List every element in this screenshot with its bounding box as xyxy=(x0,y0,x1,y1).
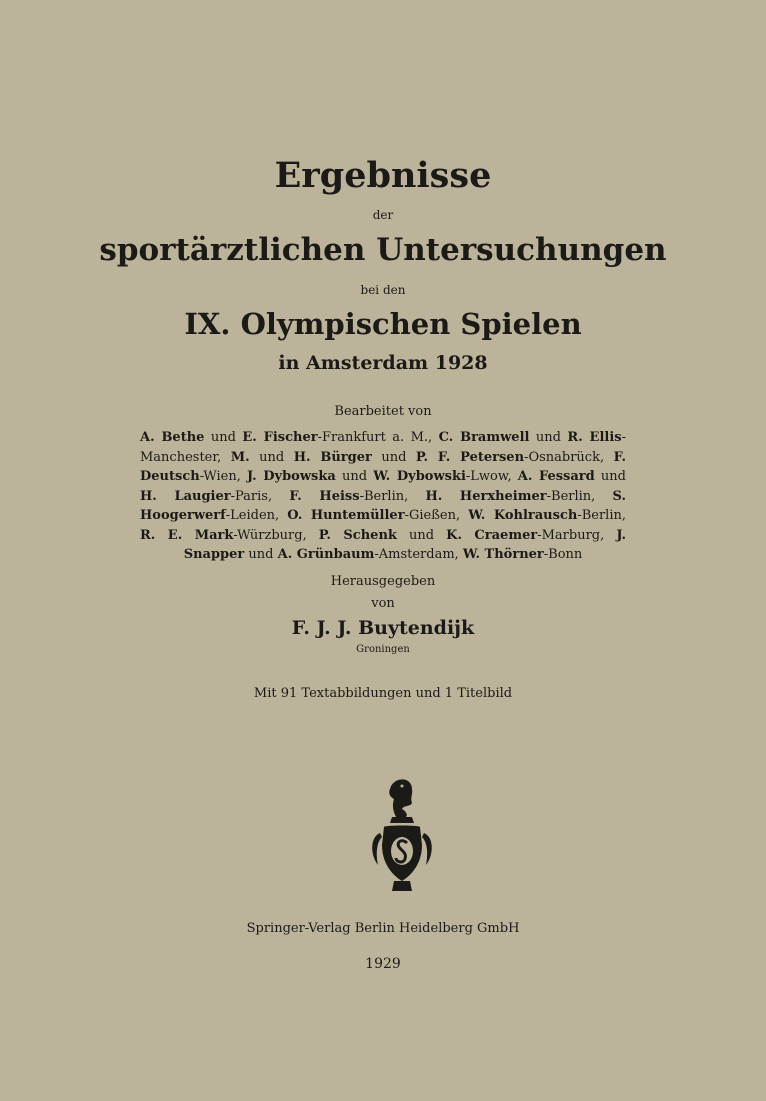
author-affiliation: -Leiden, xyxy=(225,508,288,523)
edited-by-label: Bearbeitet von xyxy=(334,404,432,419)
author-name: S. Hoogerwerf xyxy=(140,488,626,523)
author-name: W. Thörner xyxy=(462,547,544,562)
publication-year: 1929 xyxy=(365,956,401,972)
author-name: P. Schenk xyxy=(318,527,397,543)
author-affiliation: -Berlin, xyxy=(546,488,613,504)
author-affiliation: -Frankfurt a. M., xyxy=(317,430,439,445)
author-name: W. Dybowski xyxy=(373,469,466,484)
editor-name: F. J. J. Buytendijk xyxy=(291,617,475,639)
author-name: J. Dybowska xyxy=(247,469,336,484)
author-affiliation: und xyxy=(396,527,447,543)
illustrations-note: Mit 91 Textabbildungen und 1 Titelbild xyxy=(253,686,513,701)
author-affiliation: -Lwow, xyxy=(465,469,518,484)
title-event: IX. Olympischen Spielen xyxy=(184,307,582,341)
author-affiliation: und xyxy=(244,547,278,562)
title-connector-der: der xyxy=(372,208,394,222)
author-name: F. Heiss xyxy=(289,488,360,504)
author-name: F. Deutsch xyxy=(140,449,627,484)
author-affiliation: -Berlin, xyxy=(359,488,426,504)
author-affiliation: -Berlin, xyxy=(577,508,626,523)
title-main: Ergebnisse xyxy=(274,155,492,196)
publisher-name: Springer-Verlag Berlin Heidelberg GmbH xyxy=(246,921,520,936)
title-connector-bei: bei den xyxy=(360,283,406,297)
author-affiliation: und xyxy=(249,449,294,465)
author-affiliation: -Manchester, xyxy=(140,430,626,465)
author-name: A. Grünbaum xyxy=(277,547,375,562)
author-affiliation: -Amsterdam, xyxy=(374,547,463,562)
author-affiliation: -Wien, xyxy=(199,469,248,484)
by-label: von xyxy=(371,596,395,611)
author-name: H. Bürger xyxy=(293,449,372,465)
author-name: P. F. Petersen xyxy=(415,449,525,465)
author-affiliation: und xyxy=(335,469,374,484)
author-name: A. Bethe xyxy=(140,430,205,445)
author-affiliation: -Paris, xyxy=(230,488,290,504)
author-name: E. Fischer xyxy=(242,430,318,445)
author-name: O. Huntemüller xyxy=(287,508,405,523)
author-affiliation: -Marburg, xyxy=(537,527,617,543)
author-list xyxy=(140,428,626,565)
author-affiliation: -Würzburg, xyxy=(233,527,319,543)
author-name: K. Craemer xyxy=(446,527,538,543)
author-name: J. Snapper xyxy=(183,527,626,562)
author-name: R. E. Mark xyxy=(140,527,234,543)
author-affiliation: -Osnabrück, xyxy=(524,449,614,465)
author-affiliation: -Gießen, xyxy=(404,508,469,523)
author-affiliation: und xyxy=(371,449,416,465)
author-affiliation: -Bonn xyxy=(543,547,583,562)
title-location: in Amsterdam 1928 xyxy=(278,352,488,374)
editor-city: Groningen xyxy=(356,644,410,655)
author-name: R. Ellis xyxy=(567,430,622,445)
author-name: H. Herxheimer xyxy=(425,488,547,504)
author-name: M. xyxy=(230,449,250,465)
author-affiliation: und xyxy=(204,430,243,445)
title-subject: sportärztlichen Untersuchungen xyxy=(99,232,667,268)
author-name: H. Laugier xyxy=(140,488,231,504)
author-name: C. Bramwell xyxy=(438,430,530,445)
author-name: W. Kohlrausch xyxy=(468,508,578,523)
springer-knight-logo-icon xyxy=(366,775,438,895)
published-label: Herausgegeben xyxy=(330,574,436,589)
author-affiliation: und xyxy=(529,430,568,445)
author-affiliation: und xyxy=(594,469,626,484)
author-name: A. Fessard xyxy=(517,469,595,484)
